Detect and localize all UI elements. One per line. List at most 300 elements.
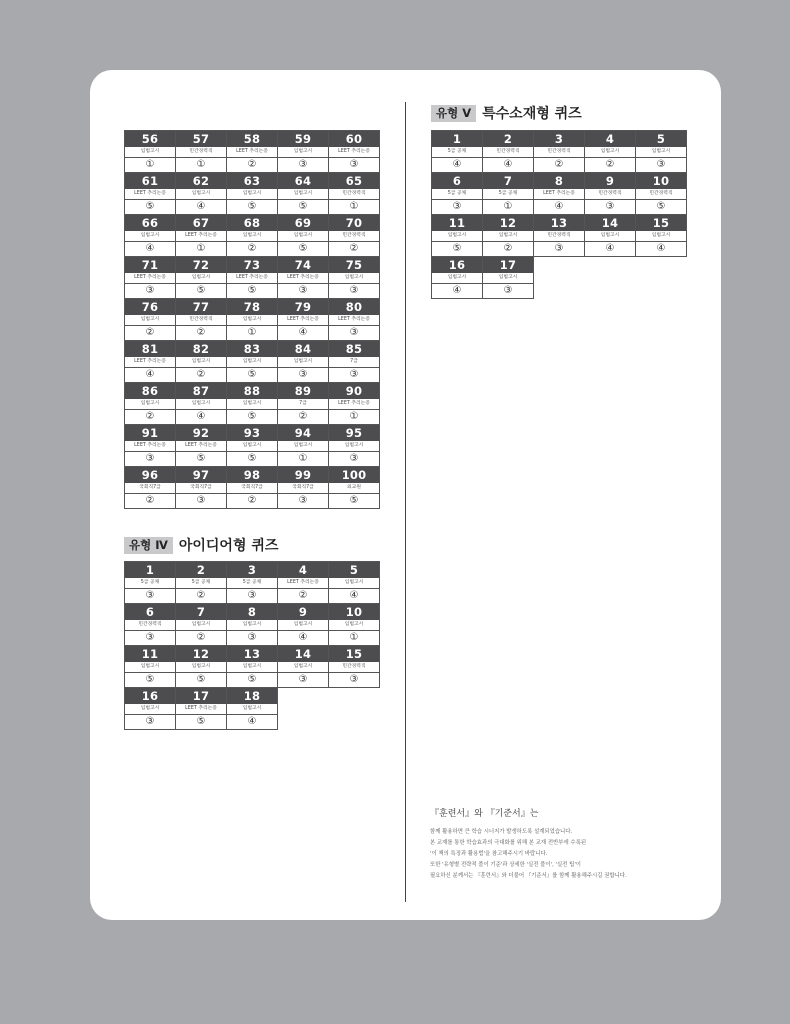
- answer-mark: ③: [349, 369, 359, 380]
- question-source: 국회직7급: [278, 483, 328, 494]
- answer-mark: ④: [349, 590, 359, 601]
- answer-mark: ③: [145, 590, 155, 601]
- question-source: 입법고시: [125, 315, 175, 326]
- answer-mark: ①: [298, 453, 308, 464]
- answer-cell: [125, 688, 176, 730]
- question-source: 국회직7급: [176, 483, 226, 494]
- answer-cell: [227, 341, 278, 383]
- answer-cell: [329, 341, 380, 383]
- question-number: 86: [125, 383, 175, 399]
- question-number: 72: [176, 257, 226, 273]
- question-source: 입법고시: [329, 578, 379, 589]
- answer-cell: [227, 173, 278, 215]
- answer-mark: ②: [145, 327, 155, 338]
- answer-mark: ③: [656, 159, 666, 170]
- answer-mark: ①: [196, 159, 206, 170]
- question-number: 3: [227, 562, 277, 578]
- question-number: 3: [534, 131, 584, 147]
- answer-mark: ②: [605, 159, 615, 170]
- question-source: LEET 추리논증: [278, 578, 328, 589]
- question-source: 민간경력직: [125, 620, 175, 631]
- question-source: LEET 추리논증: [125, 357, 175, 368]
- answer-cell: [278, 215, 329, 257]
- question-number: 62: [176, 173, 226, 189]
- question-number: 56: [125, 131, 175, 147]
- answer-mark: ②: [298, 590, 308, 601]
- question-number: 91: [125, 425, 175, 441]
- question-number: 4: [585, 131, 635, 147]
- answer-mark: ③: [298, 159, 308, 170]
- answer-mark: ②: [196, 327, 206, 338]
- question-number: 14: [278, 646, 328, 662]
- answer-mark: ③: [247, 632, 257, 643]
- question-number: 8: [534, 173, 584, 189]
- answer-cell: [585, 173, 636, 215]
- answer-cell: [534, 215, 585, 257]
- question-number: 87: [176, 383, 226, 399]
- answer-mark: ⑤: [247, 453, 257, 464]
- answer-cell: [176, 299, 227, 341]
- answer-mark: ④: [452, 159, 462, 170]
- question-number: 2: [176, 562, 226, 578]
- question-source: 입법고시: [227, 441, 277, 452]
- question-number: 61: [125, 173, 175, 189]
- answer-cell: [176, 341, 227, 383]
- answer-cell: [227, 257, 278, 299]
- question-source: 입법고시: [176, 662, 226, 673]
- answer-mark: ④: [145, 369, 155, 380]
- answer-mark: ②: [196, 369, 206, 380]
- answer-cell: [329, 131, 380, 173]
- question-number: 98: [227, 467, 277, 483]
- question-source: 민간경력직: [534, 231, 584, 242]
- answer-mark: ⑤: [145, 674, 155, 685]
- question-number: 9: [278, 604, 328, 620]
- question-number: 92: [176, 425, 226, 441]
- answer-cell: [278, 604, 329, 646]
- answer-cell: [534, 173, 585, 215]
- question-number: 100: [329, 467, 379, 483]
- question-source: LEET 추리논증: [125, 273, 175, 284]
- question-source: LEET 추리논증: [227, 273, 277, 284]
- question-number: 1: [432, 131, 482, 147]
- question-number: 8: [227, 604, 277, 620]
- answer-cell: [227, 688, 278, 730]
- question-source: 입법고시: [636, 231, 686, 242]
- question-number: 99: [278, 467, 328, 483]
- question-source: 5급 공채: [432, 189, 482, 200]
- question-source: 입법고시: [125, 399, 175, 410]
- question-source: LEET 추리논증: [329, 399, 379, 410]
- question-source: 입법고시: [227, 662, 277, 673]
- answer-cell: [278, 131, 329, 173]
- question-source: LEET 추리논증: [227, 147, 277, 158]
- answer-mark: ⑤: [298, 243, 308, 254]
- question-number: 73: [227, 257, 277, 273]
- answer-mark: ④: [452, 285, 462, 296]
- answer-cell: [125, 425, 176, 467]
- question-source: 민간경력직: [176, 147, 226, 158]
- answer-cell: [329, 562, 380, 604]
- answer-cell: [176, 604, 227, 646]
- question-number: 6: [125, 604, 175, 620]
- question-number: 63: [227, 173, 277, 189]
- question-source: 입법고시: [278, 620, 328, 631]
- answer-cell: [329, 173, 380, 215]
- answer-cell: [227, 299, 278, 341]
- question-number: 9: [585, 173, 635, 189]
- note-line: 본 교재를 통한 학습효과의 극대화를 위해 본 교재 전반부에 수록된: [430, 840, 587, 846]
- answer-cell: [278, 646, 329, 688]
- question-source: LEET 추리논증: [329, 147, 379, 158]
- question-source: 민간경력직: [176, 315, 226, 326]
- question-source: 5급 공채: [227, 578, 277, 589]
- answer-mark: ⑤: [247, 285, 257, 296]
- question-source: LEET 추리논증: [125, 189, 175, 200]
- answer-mark: ③: [298, 285, 308, 296]
- question-number: 17: [176, 688, 226, 704]
- answer-mark: ④: [145, 243, 155, 254]
- question-number: 5: [636, 131, 686, 147]
- note-line: 또한 '유형별 전략적 풀이 기준'과 상세한 '실전 풀이', '실전 팁'이: [430, 862, 582, 868]
- question-number: 14: [585, 215, 635, 231]
- question-source: 입법고시: [125, 704, 175, 715]
- answer-mark: ④: [554, 201, 564, 212]
- question-source: LEET 추리논증: [278, 315, 328, 326]
- answer-mark: ②: [298, 411, 308, 422]
- question-number: 68: [227, 215, 277, 231]
- answer-cell: [278, 341, 329, 383]
- question-source: 입법고시: [278, 189, 328, 200]
- question-source: 입법고시: [585, 147, 635, 158]
- answer-cell: [125, 604, 176, 646]
- answer-mark: ④: [196, 201, 206, 212]
- question-number: 16: [432, 257, 482, 273]
- answer-mark: ②: [196, 632, 206, 643]
- answer-cell: [227, 604, 278, 646]
- section-iv-title: 아이디어형 퀴즈: [178, 538, 279, 554]
- answer-mark: ③: [349, 453, 359, 464]
- answer-cell: [534, 131, 585, 173]
- question-number: 10: [329, 604, 379, 620]
- answer-cell: [329, 257, 380, 299]
- answer-cell: [432, 215, 483, 257]
- answer-mark: ②: [349, 243, 359, 254]
- question-number: 80: [329, 299, 379, 315]
- answer-mark: ②: [247, 159, 257, 170]
- question-source: 입법고시: [278, 441, 328, 452]
- question-number: 74: [278, 257, 328, 273]
- answer-cell: [329, 425, 380, 467]
- question-source: 입법고시: [125, 662, 175, 673]
- question-number: 16: [125, 688, 175, 704]
- answer-cell: [432, 173, 483, 215]
- question-number: 7: [483, 173, 533, 189]
- question-number: 17: [483, 257, 533, 273]
- answer-mark: ③: [349, 159, 359, 170]
- question-source: 입법고시: [432, 273, 482, 284]
- answer-cell: [176, 562, 227, 604]
- question-number: 88: [227, 383, 277, 399]
- answer-mark: ③: [145, 453, 155, 464]
- question-source: 입법고시: [329, 620, 379, 631]
- answer-cell: [176, 425, 227, 467]
- answer-mark: ②: [196, 590, 206, 601]
- answer-grid-56-100: [124, 130, 380, 509]
- answer-mark: ②: [554, 159, 564, 170]
- question-source: 입법고시: [125, 231, 175, 242]
- answer-grid-section-v: [431, 130, 687, 299]
- answer-cell: [278, 257, 329, 299]
- answer-cell: [227, 383, 278, 425]
- question-number: 90: [329, 383, 379, 399]
- question-source: LEET 추리논증: [176, 231, 226, 242]
- answer-mark: ③: [145, 285, 155, 296]
- section-v-title: 특수소재형 퀴즈: [482, 106, 582, 122]
- question-number: 94: [278, 425, 328, 441]
- answer-cell: [176, 257, 227, 299]
- answer-cell: [176, 646, 227, 688]
- answer-mark: ⑤: [145, 201, 155, 212]
- answer-mark: ⑤: [196, 716, 206, 727]
- answer-mark: ③: [247, 590, 257, 601]
- question-number: 58: [227, 131, 277, 147]
- answer-cell: [125, 341, 176, 383]
- answer-mark: ③: [503, 285, 513, 296]
- question-number: 76: [125, 299, 175, 315]
- question-source: 입법고시: [125, 147, 175, 158]
- note-line: 함께 활용하면 큰 학습 시너지가 발생하도록 설계되었습니다.: [430, 829, 573, 835]
- answer-mark: ④: [298, 327, 308, 338]
- question-number: 83: [227, 341, 277, 357]
- answer-cell: [176, 131, 227, 173]
- answer-mark: ③: [145, 716, 155, 727]
- answer-mark: ③: [298, 674, 308, 685]
- answer-cell: [227, 131, 278, 173]
- answer-mark: ⑤: [656, 201, 666, 212]
- answer-cell: [227, 646, 278, 688]
- question-number: 1: [125, 562, 175, 578]
- question-source: 입법고시: [432, 231, 482, 242]
- question-number: 2: [483, 131, 533, 147]
- question-source: 입법고시: [278, 231, 328, 242]
- answer-cell: [176, 467, 227, 509]
- question-source: 민간경력직: [585, 189, 635, 200]
- question-source: 입법고시: [227, 704, 277, 715]
- question-source: 민간경력직: [329, 231, 379, 242]
- question-source: 7급: [329, 357, 379, 368]
- question-number: 79: [278, 299, 328, 315]
- question-source: 입법고시: [176, 273, 226, 284]
- answer-mark: ⑤: [349, 495, 359, 506]
- question-source: 입법고시: [227, 231, 277, 242]
- question-source: 민간경력직: [636, 189, 686, 200]
- question-number: 77: [176, 299, 226, 315]
- answer-cell: [227, 467, 278, 509]
- section-iv-tag: 유형 Ⅳ: [124, 537, 173, 554]
- question-number: 85: [329, 341, 379, 357]
- answer-cell: [176, 383, 227, 425]
- answer-cell: [329, 604, 380, 646]
- section-v-tag: 유형 Ⅴ: [431, 105, 476, 122]
- answer-mark: ③: [298, 369, 308, 380]
- question-source: LEET 추리논증: [278, 273, 328, 284]
- question-source: LEET 추리논증: [125, 441, 175, 452]
- question-source: LEET 추리논증: [176, 441, 226, 452]
- question-number: 11: [432, 215, 482, 231]
- answer-mark: ④: [196, 411, 206, 422]
- answer-cell: [329, 215, 380, 257]
- answer-cell: [125, 215, 176, 257]
- answer-mark: ②: [145, 495, 155, 506]
- answer-mark: ⑤: [247, 411, 257, 422]
- usage-note-heading: 『훈련서』와 『기준서』는: [430, 809, 539, 819]
- question-number: 5: [329, 562, 379, 578]
- answer-mark: ⑤: [247, 369, 257, 380]
- question-source: 입법고시: [278, 662, 328, 673]
- answer-cell: [278, 383, 329, 425]
- answer-cell: [483, 215, 534, 257]
- question-number: 59: [278, 131, 328, 147]
- question-number: 10: [636, 173, 686, 189]
- answer-mark: ④: [605, 243, 615, 254]
- answer-mark: ①: [349, 411, 359, 422]
- answer-mark: ⑤: [247, 674, 257, 685]
- answer-cell: [636, 173, 687, 215]
- question-number: 13: [534, 215, 584, 231]
- answer-mark: ①: [196, 243, 206, 254]
- answer-cell: [278, 425, 329, 467]
- question-number: 82: [176, 341, 226, 357]
- answer-cell: [278, 562, 329, 604]
- answer-mark: ④: [656, 243, 666, 254]
- question-number: 60: [329, 131, 379, 147]
- answer-mark: ①: [349, 201, 359, 212]
- answer-cell: [636, 215, 687, 257]
- answer-mark: ①: [503, 201, 513, 212]
- question-source: 민간경력직: [483, 147, 533, 158]
- answer-mark: ⑤: [196, 453, 206, 464]
- question-number: 78: [227, 299, 277, 315]
- answer-mark: ③: [349, 285, 359, 296]
- answer-cell: [125, 257, 176, 299]
- answer-cell: [585, 215, 636, 257]
- question-source: 5급 공채: [432, 147, 482, 158]
- answer-cell: [432, 257, 483, 299]
- question-number: 71: [125, 257, 175, 273]
- question-number: 7: [176, 604, 226, 620]
- answer-cell: [278, 173, 329, 215]
- answer-cell: [125, 299, 176, 341]
- question-source: 입법고시: [585, 231, 635, 242]
- question-source: 국회직7급: [125, 483, 175, 494]
- answer-cell: [585, 131, 636, 173]
- answer-mark: ④: [298, 632, 308, 643]
- question-source: 5급 공채: [125, 578, 175, 589]
- question-number: 95: [329, 425, 379, 441]
- question-number: 6: [432, 173, 482, 189]
- note-line: '이 책의 특징과 활용법'을 참고해주시기 바랍니다.: [430, 851, 548, 857]
- question-number: 97: [176, 467, 226, 483]
- answer-cell: [227, 215, 278, 257]
- usage-note: [430, 806, 700, 882]
- answer-mark: ④: [247, 716, 257, 727]
- answer-cell: [329, 467, 380, 509]
- question-source: 입법고시: [278, 357, 328, 368]
- question-source: 입법고시: [483, 231, 533, 242]
- answer-cell: [483, 173, 534, 215]
- question-source: 5급 공채: [483, 189, 533, 200]
- answer-mark: ⑤: [298, 201, 308, 212]
- question-source: 입법고시: [483, 273, 533, 284]
- answer-cell: [636, 131, 687, 173]
- answer-mark: ⑤: [247, 201, 257, 212]
- answer-mark: ③: [298, 495, 308, 506]
- answer-cell: [432, 131, 483, 173]
- answer-mark: ②: [247, 495, 257, 506]
- answer-cell: [125, 646, 176, 688]
- question-number: 69: [278, 215, 328, 231]
- question-number: 96: [125, 467, 175, 483]
- answer-cell: [329, 646, 380, 688]
- question-source: 입법고시: [329, 273, 379, 284]
- question-source: 입법고시: [227, 620, 277, 631]
- question-source: 입법고시: [278, 147, 328, 158]
- question-source: 민간경력직: [329, 662, 379, 673]
- answer-mark: ③: [349, 674, 359, 685]
- answer-grid-section-iv: [124, 561, 380, 730]
- question-source: 5급 공채: [176, 578, 226, 589]
- question-number: 4: [278, 562, 328, 578]
- question-source: 입법고시: [176, 357, 226, 368]
- answer-mark: ②: [247, 243, 257, 254]
- answer-mark: ③: [145, 632, 155, 643]
- question-source: 입법고시: [176, 620, 226, 631]
- section-iv-header: [124, 535, 278, 555]
- answer-cell: [329, 299, 380, 341]
- question-source: 입법고시: [227, 315, 277, 326]
- question-source: 입법고시: [176, 399, 226, 410]
- answer-mark: ③: [349, 327, 359, 338]
- question-source: LEET 추리논증: [534, 189, 584, 200]
- question-source: 입법고시: [227, 189, 277, 200]
- answer-cell: [329, 383, 380, 425]
- answer-cell: [125, 131, 176, 173]
- answer-mark: ①: [247, 327, 257, 338]
- answer-cell: [176, 688, 227, 730]
- question-number: 89: [278, 383, 328, 399]
- question-number: 64: [278, 173, 328, 189]
- question-source: 입법고시: [636, 147, 686, 158]
- answer-mark: ③: [605, 201, 615, 212]
- answer-cell: [125, 383, 176, 425]
- question-number: 18: [227, 688, 277, 704]
- question-source: 민간경력직: [534, 147, 584, 158]
- answer-mark: ⑤: [196, 674, 206, 685]
- question-number: 81: [125, 341, 175, 357]
- answer-cell: [278, 299, 329, 341]
- question-source: 입법고시: [227, 357, 277, 368]
- answer-mark: ⑤: [196, 285, 206, 296]
- answer-cell: [278, 467, 329, 509]
- answer-mark: ③: [196, 495, 206, 506]
- answer-cell: [227, 562, 278, 604]
- answer-mark: ③: [554, 243, 564, 254]
- question-source: 7급: [278, 399, 328, 410]
- question-source: 국회직7급: [227, 483, 277, 494]
- question-number: 11: [125, 646, 175, 662]
- question-number: 57: [176, 131, 226, 147]
